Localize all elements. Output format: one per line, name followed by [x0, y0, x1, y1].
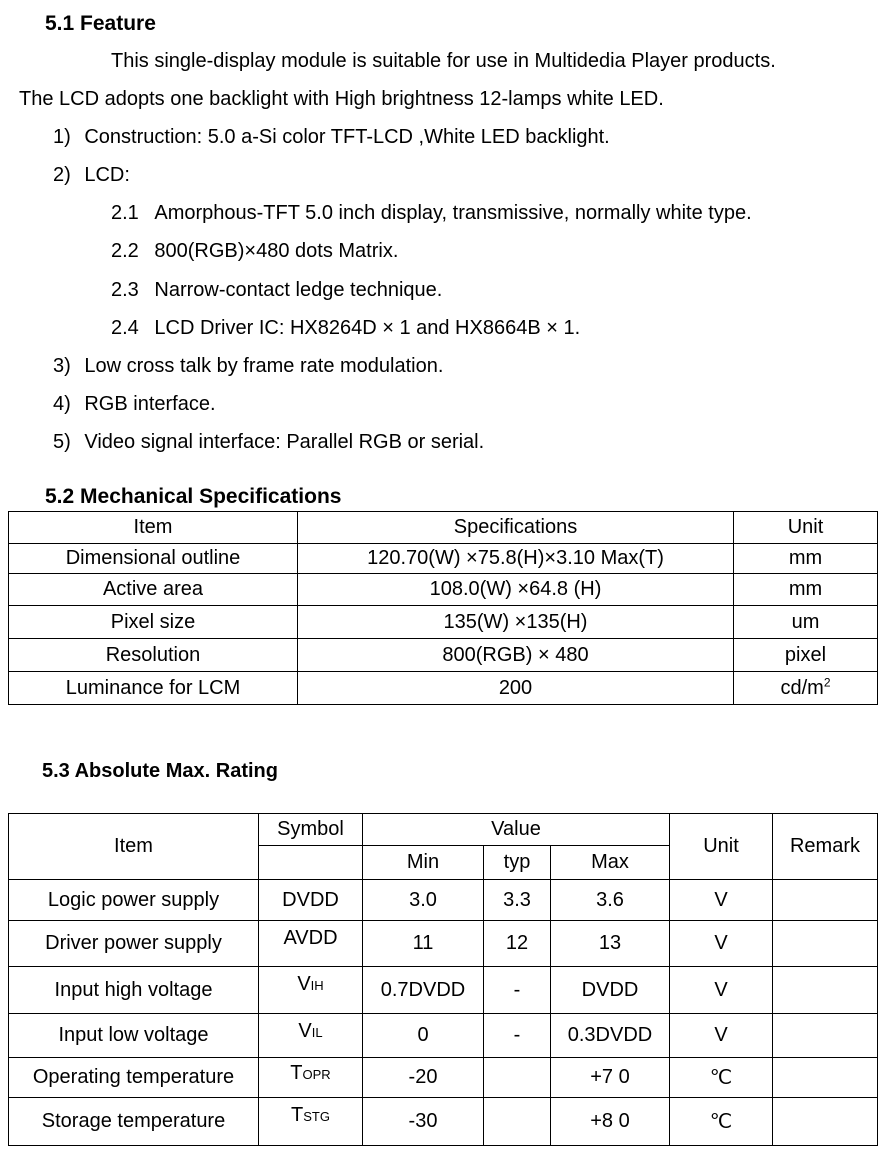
row-remark — [773, 921, 878, 967]
row-unit: V — [670, 1014, 773, 1058]
unit-superscript: 2 — [823, 674, 831, 689]
row-unit — [734, 672, 878, 705]
row-remark — [773, 1098, 878, 1146]
header-max: Max — [551, 846, 670, 880]
row-min: 0.7DVDD — [363, 967, 484, 1014]
row-typ — [484, 1058, 551, 1098]
item-text: Video signal interface: Parallel RGB or serial. — [84, 431, 485, 453]
feature-item — [53, 164, 130, 187]
header-symbol: Symbol — [259, 814, 363, 846]
feature-item — [53, 126, 610, 149]
row-item: Dimensional outline — [9, 544, 298, 574]
symbol-text: V — [298, 1020, 312, 1042]
table-row — [9, 574, 878, 606]
symbol-text: T — [290, 1062, 303, 1084]
row-min: -20 — [363, 1058, 484, 1098]
symbol-subscript: IL — [311, 1025, 323, 1040]
table-row — [9, 1058, 878, 1098]
table-row — [9, 639, 878, 672]
symbol-subscript: IH — [310, 978, 324, 993]
row-typ — [484, 1098, 551, 1146]
item-number: 1) — [53, 126, 71, 148]
row-unit: um — [734, 606, 878, 639]
symbol-text: DVDD — [282, 888, 339, 911]
feature-subitem — [111, 317, 580, 340]
subitem-number: 2.1 — [111, 202, 139, 224]
item-text: Low cross talk by frame rate modulation. — [84, 355, 444, 377]
feature-item — [53, 431, 484, 454]
table-row — [9, 921, 878, 967]
row-item: Active area — [9, 574, 298, 606]
feature-subitem — [111, 202, 752, 225]
header-remark: Remark — [773, 814, 878, 880]
row-spec: 108.0(W) ×64.8 (H) — [298, 574, 734, 606]
subitem-number: 2.4 — [111, 317, 139, 339]
row-remark — [773, 880, 878, 921]
table-row — [9, 880, 878, 921]
row-spec: 120.70(W) ×75.8(H)×3.10 Max(T) — [298, 544, 734, 574]
feature-subitem — [111, 279, 442, 302]
row-unit: V — [670, 967, 773, 1014]
header-unit: Unit — [734, 512, 878, 544]
table-row — [9, 1014, 878, 1058]
row-remark — [773, 1014, 878, 1058]
row-unit: ℃ — [670, 1098, 773, 1146]
row-item: Luminance for LCM — [9, 672, 298, 705]
table-row — [9, 1098, 878, 1146]
row-max: +7 0 — [551, 1058, 670, 1098]
row-item: Operating temperature — [9, 1058, 259, 1098]
row-min: 3.0 — [363, 880, 484, 921]
subitem-text: 800(RGB)×480 dots Matrix. — [154, 240, 399, 262]
mechanical-heading: 5.2 Mechanical Specifications — [45, 485, 342, 508]
symbol-subscript: STG — [303, 1109, 330, 1124]
row-unit: V — [670, 921, 773, 967]
header-item: Item — [9, 512, 298, 544]
header-min: Min — [363, 846, 484, 880]
row-remark — [773, 1058, 878, 1098]
row-max: DVDD — [551, 967, 670, 1014]
header-typ: typ — [484, 846, 551, 880]
row-unit: pixel — [734, 639, 878, 672]
table-row — [9, 967, 878, 1014]
symbol-text: T — [291, 1104, 304, 1126]
row-unit: mm — [734, 544, 878, 574]
header-value: Value — [363, 814, 670, 846]
row-max: 13 — [551, 921, 670, 967]
row-min: 11 — [363, 921, 484, 967]
mechanical-spec-table — [8, 511, 878, 705]
row-symbol — [259, 1098, 363, 1146]
feature-heading: 5.1 Feature — [45, 12, 156, 35]
header-item: Item — [9, 814, 259, 880]
header-specifications: Specifications — [298, 512, 734, 544]
row-symbol — [259, 921, 363, 967]
feature-subitem — [111, 240, 398, 263]
row-item: Resolution — [9, 639, 298, 672]
item-number: 4) — [53, 393, 71, 415]
row-max: 0.3DVDD — [551, 1014, 670, 1058]
row-symbol — [259, 1014, 363, 1058]
row-spec: 200 — [298, 672, 734, 705]
subitem-text: LCD Driver IC: HX8264D × 1 and HX8664B × 1. — [154, 317, 581, 339]
table-row — [9, 672, 878, 705]
row-typ: 12 — [484, 921, 551, 967]
row-spec: 800(RGB) × 480 — [298, 639, 734, 672]
subitem-text: Amorphous-TFT 5.0 inch display, transmissive, normally white type. — [154, 202, 752, 224]
table-row — [9, 606, 878, 639]
row-min: -30 — [363, 1098, 484, 1146]
symbol-text: AVDD — [283, 927, 338, 949]
item-number: 5) — [53, 431, 71, 453]
row-symbol — [259, 967, 363, 1014]
table-header-row — [9, 814, 878, 846]
row-unit: mm — [734, 574, 878, 606]
row-item: Driver power supply — [9, 921, 259, 967]
row-unit: V — [670, 880, 773, 921]
table-row — [9, 544, 878, 574]
row-spec: 135(W) ×135(H) — [298, 606, 734, 639]
feature-item — [53, 393, 216, 416]
row-item: Input low voltage — [9, 1014, 259, 1058]
row-min: 0 — [363, 1014, 484, 1058]
absolute-max-rating-table — [8, 813, 878, 1146]
item-text: Construction: 5.0 a-Si color TFT-LCD ,White LED backlight. — [84, 126, 610, 148]
row-symbol — [259, 1058, 363, 1098]
unit-text: cd/m — [780, 676, 824, 699]
row-typ: - — [484, 967, 551, 1014]
item-text: LCD: — [84, 164, 130, 186]
item-number: 3) — [53, 355, 71, 377]
header-unit: Unit — [670, 814, 773, 880]
row-max: 3.6 — [551, 880, 670, 921]
row-max: +8 0 — [551, 1098, 670, 1146]
row-symbol — [259, 880, 363, 921]
symbol-text: V — [297, 973, 311, 995]
row-typ: - — [484, 1014, 551, 1058]
item-number: 2) — [53, 164, 71, 186]
subitem-number: 2.3 — [111, 279, 139, 301]
feature-intro-line1: This single-display module is suitable for use in Multidedia Player products. — [111, 50, 776, 72]
row-item: Input high voltage — [9, 967, 259, 1014]
subitem-number: 2.2 — [111, 240, 139, 262]
table-header-row — [9, 512, 878, 544]
feature-intro-line2: The LCD adopts one backlight with High brightness 12-lamps white LED. — [19, 88, 664, 110]
feature-item — [53, 355, 443, 378]
row-item: Logic power supply — [9, 880, 259, 921]
row-typ: 3.3 — [484, 880, 551, 921]
subitem-text: Narrow-contact ledge technique. — [154, 279, 443, 301]
row-item: Pixel size — [9, 606, 298, 639]
row-unit: ℃ — [670, 1058, 773, 1098]
absmax-heading: 5.3 Absolute Max. Rating — [42, 760, 278, 782]
row-item: Storage temperature — [9, 1098, 259, 1146]
row-remark — [773, 967, 878, 1014]
symbol-subscript: OPR — [302, 1067, 331, 1082]
header-symbol-blank — [259, 846, 363, 880]
item-text: RGB interface. — [84, 393, 216, 415]
